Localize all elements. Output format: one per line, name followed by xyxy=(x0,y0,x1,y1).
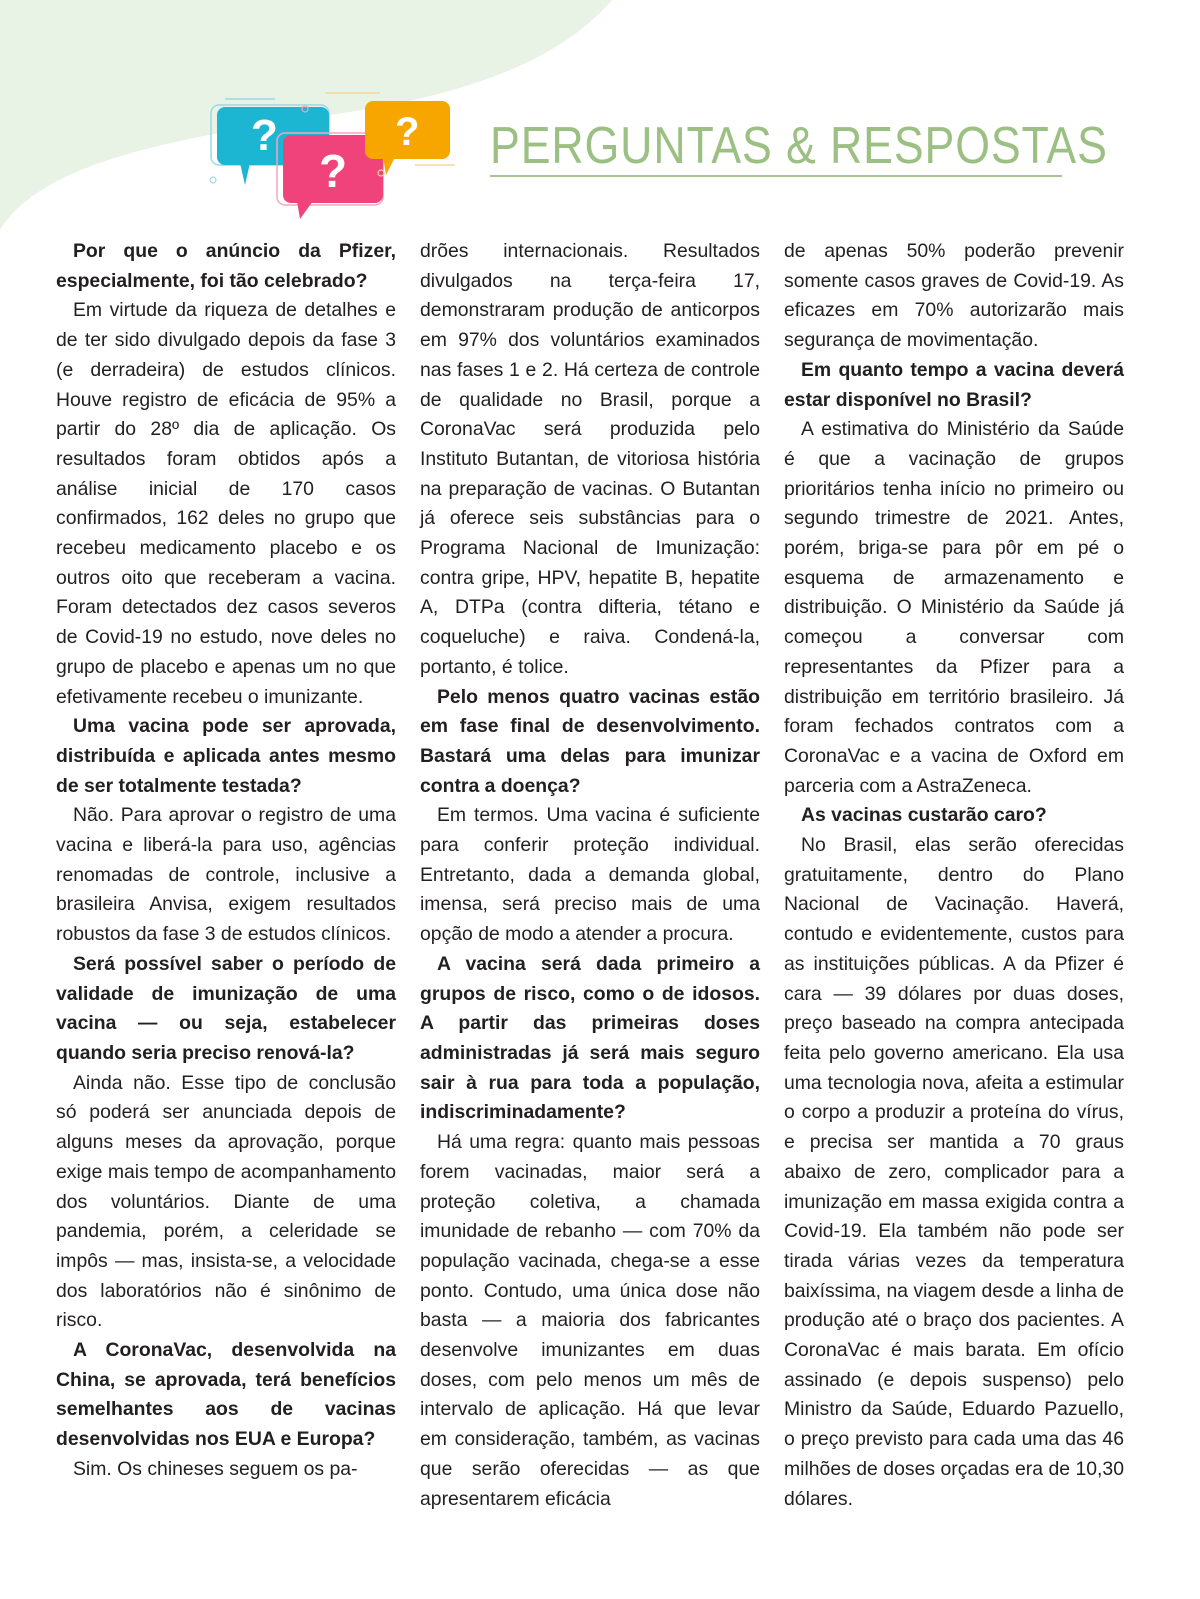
column-2 xyxy=(420,237,760,1514)
answer: Há uma regra: quanto mais pessoas forem vacinadas, maior será a proteção coletiva, a chamada imunidade de rebanho — com 70% da população vacinada, chega-se a esse ponto. Contudo, uma única dose não basta — a maioria dos fabricantes desenvolve imunizantes em duas doses, com pelo menos um mês de intervalo de aplicação. Há que levar em consideração, também, as vacinas que serão oferecidas — as que apresentarem eficácia xyxy=(420,1131,760,1510)
question: As vacinas custarão caro? xyxy=(801,804,1047,827)
question: Por que o anúncio da Pfizer, especialmente, foi tão celebrado? xyxy=(56,240,396,292)
answer: No Brasil, elas serão oferecidas gratuitamente, dentro do Plano Nacional de Vacinação. Haverá, contudo e evidentemente, custos para as instituições públicas. A da Pfizer é cara — 39 dólares por duas doses, preço baseado na compra antecipada feita pelo governo americano. Ela usa uma tecnologia nova, afeita a estimular o corpo a produzir a proteína do vírus, e precisa ser mantida a 70 graus abaixo de zero, complicador para a imunização em massa exigida contra a Covid-19. Ela também não pode ser tirada várias vezes da temperatura baixíssima, na viagem desde a linha de produção até o braço dos pacientes. A CoronaVac é mais barata. Em ofício assinado (e depois suspenso) pelo Ministro da Saúde, Eduardo Pazuello, o preço previsto para cada uma das 46 milhões de doses orçadas era de 10,30 dólares. xyxy=(784,834,1124,1510)
answer-continued: de apenas 50% poderão prevenir somente casos graves de Covid-19. As eficazes em 70% autorizarão mais segurança de movimentação. xyxy=(784,240,1124,352)
answer: Em termos. Uma vacina é suficiente para conferir proteção individual. Entretanto, dada a demanda global, imensa, será preciso mais de uma opção de modo a atender a procura. xyxy=(420,804,760,946)
answer: Ainda não. Esse tipo de conclusão só poderá ser anunciada depois de alguns meses da aprovação, porque exige mais tempo de acompanhamento dos voluntários. Diante de uma pandemia, porém, a celeridade se impôs — mas, insista-se, a velocidade dos laboratórios não é sinônimo de risco. xyxy=(56,1071,396,1332)
question: A vacina será dada primeiro a grupos de risco, como o de idosos. A partir das primeiras doses administradas já será mais seguro sair à rua para toda a população, indiscriminadamente? xyxy=(420,952,760,1124)
question: Uma vacina pode ser aprovada, distribuída e aplicada antes mesmo de ser totalmente testada? xyxy=(56,715,396,797)
page-title: PERGUNTAS & RESPOSTAS xyxy=(490,117,1108,175)
answer: A estimativa do Ministério da Saúde é que a vacinação de grupos prioritários tenha início no primeiro ou segundo trimestre de 2021. Antes, porém, briga-se para pôr em pé o esquema de armazenamento e distribuição. O Ministério da Saúde já começou a conversar com representantes da Pfizer para a distribuição em território brasileiro. Já foram fechados contratos com a CoronaVac e a vacina de Oxford em parceria com a AstraZeneca. xyxy=(784,418,1124,797)
article-body xyxy=(56,237,1124,1514)
question: Será possível saber o período de validade de imunização de uma vacina — ou seja, estabelecer quando seria preciso renová-la? xyxy=(56,952,396,1064)
answer-continued: drões internacionais. Resultados divulgados na terça-feira 17, demonstraram produção de anticorpos em 97% dos voluntários examinados nas fases 1 e 2. Há certeza de controle de qualidade no Brasil, porque a CoronaVac será produzida pelo Instituto Butantan, de vitoriosa história na preparação de vacinas. O Butantan já oferece seis substâncias para o Programa Nacional de Imunização: contra gripe, HPV, hepatite B, hepatite A, DTPa (contra difteria, tétano e coqueluche) e raiva. Condená-la, portanto, é tolice. xyxy=(420,240,760,678)
question: A CoronaVac, desenvolvida na China, se aprovada, terá benefícios semelhantes aos de vacinas desenvolvidas nos EUA e Europa? xyxy=(56,1339,396,1451)
title-underline xyxy=(490,175,1062,177)
column-1 xyxy=(56,237,396,1514)
svg-text:?: ? xyxy=(319,145,348,197)
svg-text:?: ? xyxy=(251,111,278,160)
answer: Sim. Os chineses seguem os pa- xyxy=(73,1457,358,1480)
question-speech-bubbles-icon xyxy=(205,85,470,220)
svg-text:?: ? xyxy=(395,110,420,154)
question: Pelo menos quatro vacinas estão em fase final de desenvolvimento. Bastará uma delas para imunizar contra a doença? xyxy=(420,685,760,797)
column-3 xyxy=(784,237,1124,1514)
answer: Não. Para aprovar o registro de uma vacina e liberá-la para uso, agências renomadas de controle, inclusive a brasileira Anvisa, exigem resultados robustos da fase 3 de estudos clínicos. xyxy=(56,804,396,946)
question: Em quanto tempo a vacina deverá estar disponível no Brasil? xyxy=(784,358,1124,411)
answer: Em virtude da riqueza de detalhes e de ter sido divulgado depois da fase 3 (e derradeira) de estudos clínicos. Houve registro de eficácia de 95% a partir do 28º dia de aplicação. Os resultados foram obtidos após a análise inicial de 170 casos confirmados, 162 deles no grupo que recebeu medicamento placebo e os outros oito que receberam a vacina. Foram detectados dez casos severos de Covid-19 no estudo, nove deles no grupo de placebo e apenas um no que efetivamente recebeu o imunizante. xyxy=(56,299,396,708)
page-header xyxy=(0,0,1200,230)
